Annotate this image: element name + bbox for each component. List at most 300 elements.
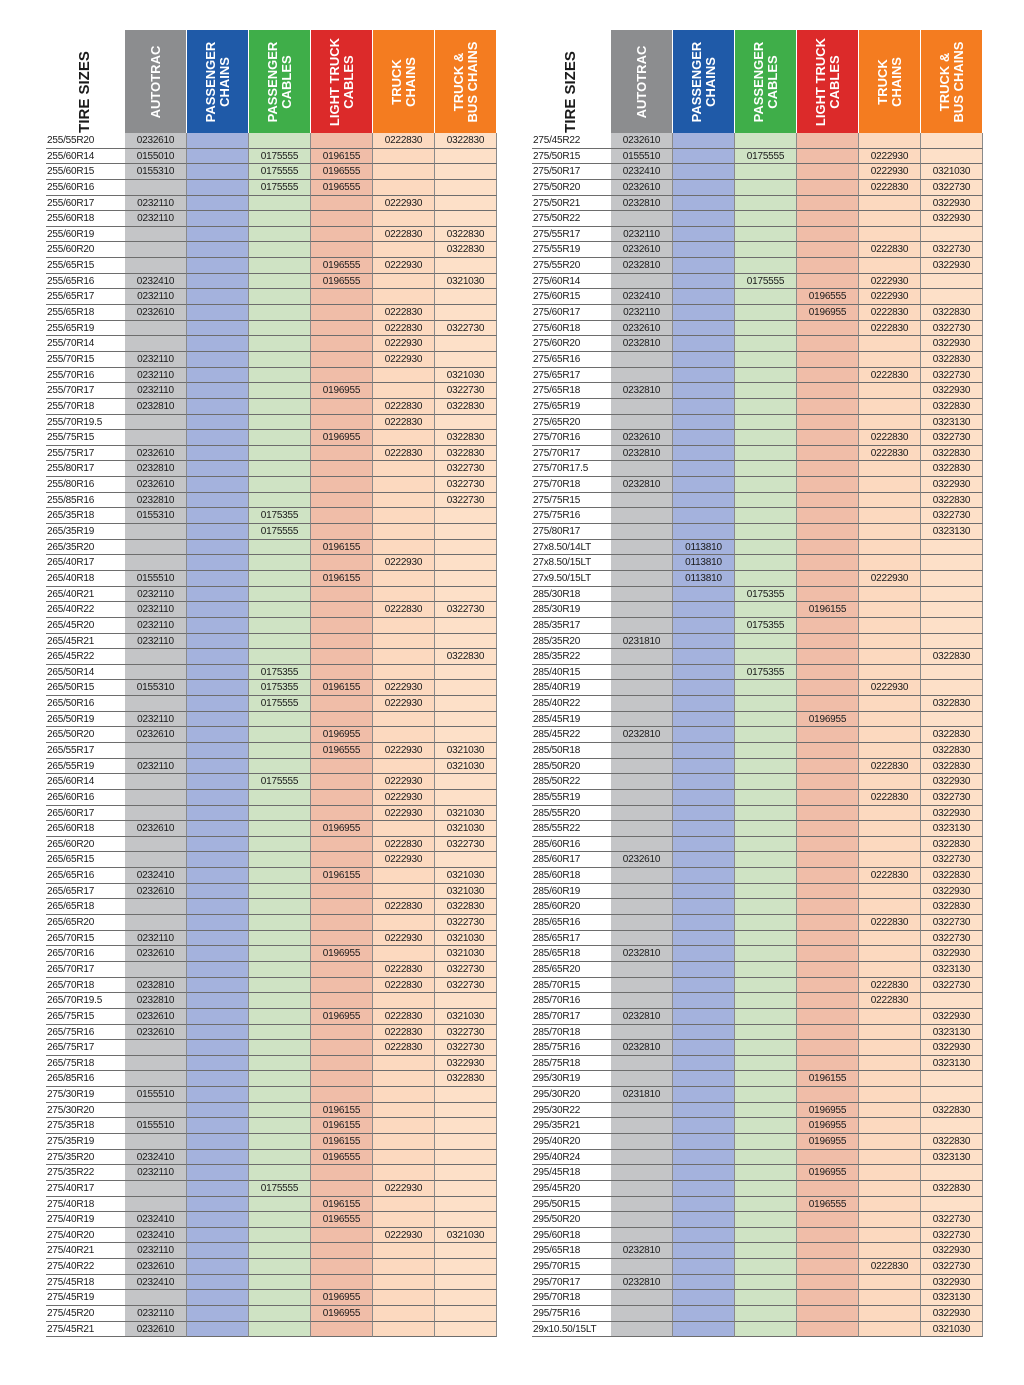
truck-chains-cell: 0222830 bbox=[859, 430, 921, 446]
passenger-chains-cell bbox=[673, 227, 735, 243]
light-truck-cables-cell bbox=[797, 1322, 859, 1338]
truck-chains-cell bbox=[373, 1071, 435, 1087]
truck-bus-chains-cell: 0322930 bbox=[921, 1306, 983, 1322]
autotrac-cell bbox=[611, 1306, 673, 1322]
table-row bbox=[46, 1009, 497, 1025]
autotrac-cell: 0232610 bbox=[125, 946, 187, 962]
tire-size-cell: 275/60R17 bbox=[532, 305, 611, 321]
passenger-chains-cell bbox=[673, 821, 735, 837]
tire-size-cell: 265/75R15 bbox=[46, 1009, 125, 1025]
light-truck-cables-cell bbox=[311, 1259, 373, 1275]
passenger-cables-cell bbox=[735, 1275, 797, 1291]
passenger-cables-cell bbox=[735, 978, 797, 994]
tire-size-cell: 285/60R20 bbox=[532, 899, 611, 915]
truck-chains-cell bbox=[373, 149, 435, 165]
tire-size-cell: 275/40R18 bbox=[46, 1197, 125, 1213]
autotrac-cell: 0232110 bbox=[125, 352, 187, 368]
passenger-chains-cell bbox=[673, 1212, 735, 1228]
tire-size-cell: 285/55R22 bbox=[532, 821, 611, 837]
table-row bbox=[532, 289, 983, 305]
truck-chains-cell bbox=[373, 1290, 435, 1306]
autotrac-cell: 0232410 bbox=[125, 1228, 187, 1244]
tire-size-cell: 275/50R21 bbox=[532, 196, 611, 212]
passenger-chains-cell bbox=[187, 415, 249, 431]
truck-chains-cell bbox=[373, 1056, 435, 1072]
table-row bbox=[46, 587, 497, 603]
passenger-cables-cell bbox=[249, 571, 311, 587]
passenger-chains-cell bbox=[673, 1290, 735, 1306]
passenger-chains-cell bbox=[673, 993, 735, 1009]
passenger-chains-cell bbox=[187, 915, 249, 931]
autotrac-cell: 0232610 bbox=[611, 321, 673, 337]
table-row bbox=[46, 242, 497, 258]
table-row bbox=[46, 133, 497, 149]
passenger-chains-cell bbox=[673, 946, 735, 962]
tire-size-cell: 265/75R17 bbox=[46, 1040, 125, 1056]
passenger-chains-cell bbox=[187, 274, 249, 290]
light-truck-cables-cell: 0196155 bbox=[311, 149, 373, 165]
autotrac-cell bbox=[125, 1197, 187, 1213]
autotrac-cell bbox=[611, 1290, 673, 1306]
tire-size-cell: 275/30R20 bbox=[46, 1103, 125, 1119]
truck-bus-chains-cell: 0322730 bbox=[435, 321, 497, 337]
tire-size-cell: 275/70R18 bbox=[532, 477, 611, 493]
table-row bbox=[532, 1103, 983, 1119]
passenger-chains-cell bbox=[187, 806, 249, 822]
passenger-chains-cell bbox=[673, 1009, 735, 1025]
passenger-chains-cell bbox=[187, 1275, 249, 1291]
light-truck-cables-cell bbox=[797, 665, 859, 681]
tire-size-cell: 285/60R17 bbox=[532, 852, 611, 868]
table-row bbox=[532, 1212, 983, 1228]
light-truck-cables-cell: 0196955 bbox=[797, 1118, 859, 1134]
passenger-chains-cell bbox=[187, 1118, 249, 1134]
autotrac-cell bbox=[611, 1228, 673, 1244]
truck-bus-chains-cell: 0323130 bbox=[921, 821, 983, 837]
light-truck-cables-cell bbox=[311, 587, 373, 603]
passenger-chains-cell bbox=[673, 1275, 735, 1291]
table-row bbox=[46, 305, 497, 321]
tire-size-cell: 275/75R15 bbox=[532, 493, 611, 509]
light-truck-cables-cell bbox=[797, 1243, 859, 1259]
passenger-cables-cell bbox=[735, 336, 797, 352]
passenger-chains-cell bbox=[187, 399, 249, 415]
table-row bbox=[532, 477, 983, 493]
passenger-chains-cell bbox=[673, 352, 735, 368]
table-row bbox=[46, 868, 497, 884]
passenger-chains-cell bbox=[673, 1165, 735, 1181]
truck-chains-cell bbox=[859, 884, 921, 900]
header-label: TIRE SIZES bbox=[562, 51, 579, 133]
passenger-cables-cell bbox=[735, 242, 797, 258]
passenger-cables-cell bbox=[735, 931, 797, 947]
tire-size-cell: 285/35R17 bbox=[532, 618, 611, 634]
passenger-cables-cell bbox=[249, 258, 311, 274]
truck-chains-cell bbox=[373, 915, 435, 931]
light-truck-cables-cell bbox=[311, 1071, 373, 1087]
light-truck-cables-cell bbox=[311, 852, 373, 868]
table-row bbox=[532, 242, 983, 258]
light-truck-cables-cell bbox=[797, 196, 859, 212]
passenger-chains-cell bbox=[673, 274, 735, 290]
table-row bbox=[532, 634, 983, 650]
truck-chains-cell bbox=[859, 649, 921, 665]
passenger-chains-cell bbox=[673, 1118, 735, 1134]
passenger-chains-cell bbox=[673, 446, 735, 462]
passenger-chains-cell bbox=[673, 258, 735, 274]
passenger-chains-cell bbox=[673, 665, 735, 681]
passenger-chains-cell bbox=[187, 289, 249, 305]
table-row bbox=[46, 227, 497, 243]
light-truck-cables-cell bbox=[311, 618, 373, 634]
light-truck-cables-cell bbox=[797, 696, 859, 712]
truck-bus-chains-cell: 0322830 bbox=[921, 1103, 983, 1119]
autotrac-cell: 0232110 bbox=[125, 289, 187, 305]
truck-chains-cell bbox=[373, 665, 435, 681]
truck-chains-cell: 0222830 bbox=[373, 446, 435, 462]
autotrac-cell: 0232810 bbox=[125, 993, 187, 1009]
truck-bus-chains-cell: 0322830 bbox=[921, 696, 983, 712]
tire-size-cell: 255/75R15 bbox=[46, 430, 125, 446]
truck-chains-cell: 0222930 bbox=[373, 1228, 435, 1244]
autotrac-cell bbox=[611, 508, 673, 524]
passenger-chains-cell bbox=[187, 993, 249, 1009]
tire-size-cell: 275/55R20 bbox=[532, 258, 611, 274]
passenger-chains-cell bbox=[673, 680, 735, 696]
passenger-cables-cell bbox=[249, 946, 311, 962]
truck-bus-chains-cell: 0322930 bbox=[921, 211, 983, 227]
tire-size-cell: 265/50R19 bbox=[46, 712, 125, 728]
truck-bus-chains-cell: 0321030 bbox=[921, 164, 983, 180]
light-truck-cables-cell bbox=[797, 1306, 859, 1322]
truck-chains-cell bbox=[859, 1212, 921, 1228]
light-truck-cables-cell bbox=[311, 1087, 373, 1103]
truck-bus-chains-cell: 0322830 bbox=[921, 759, 983, 775]
header-label: TRUCK & BUS CHAINS bbox=[450, 41, 480, 122]
autotrac-cell bbox=[611, 993, 673, 1009]
tire-size-cell: 285/65R17 bbox=[532, 931, 611, 947]
table-row bbox=[46, 446, 497, 462]
table-row bbox=[532, 649, 983, 665]
light-truck-cables-cell bbox=[797, 133, 859, 149]
passenger-cables-cell bbox=[249, 305, 311, 321]
autotrac-cell: 0232610 bbox=[125, 133, 187, 149]
passenger-cables-cell bbox=[249, 274, 311, 290]
tire-size-cell: 295/40R24 bbox=[532, 1150, 611, 1166]
truck-bus-chains-cell: 0322830 bbox=[435, 430, 497, 446]
light-truck-cables-cell bbox=[311, 649, 373, 665]
passenger-chains-cell bbox=[673, 133, 735, 149]
autotrac-cell: 0232810 bbox=[611, 477, 673, 493]
autotrac-cell bbox=[611, 493, 673, 509]
autotrac-cell bbox=[125, 1134, 187, 1150]
light-truck-cables-cell bbox=[797, 336, 859, 352]
table-row bbox=[46, 618, 497, 634]
tire-size-cell: 285/35R20 bbox=[532, 634, 611, 650]
light-truck-cables-cell bbox=[797, 852, 859, 868]
autotrac-cell bbox=[125, 1181, 187, 1197]
truck-bus-chains-cell: 0322830 bbox=[435, 1071, 497, 1087]
autotrac-cell bbox=[125, 899, 187, 915]
truck-chains-cell bbox=[373, 461, 435, 477]
truck-bus-chains-cell bbox=[921, 289, 983, 305]
truck-chains-cell bbox=[859, 1118, 921, 1134]
truck-bus-chains-cell: 0321030 bbox=[435, 743, 497, 759]
passenger-chains-cell bbox=[187, 962, 249, 978]
light-truck-cables-cell bbox=[797, 571, 859, 587]
truck-bus-chains-cell: 0323130 bbox=[921, 1150, 983, 1166]
truck-bus-chains-cell bbox=[435, 1197, 497, 1213]
autotrac-cell: 0232110 bbox=[125, 602, 187, 618]
truck-chains-cell bbox=[859, 946, 921, 962]
passenger-chains-cell bbox=[187, 837, 249, 853]
passenger-chains-cell bbox=[673, 1087, 735, 1103]
passenger-cables-cell bbox=[735, 1322, 797, 1338]
table-row bbox=[46, 524, 497, 540]
truck-bus-chains-cell: 0321030 bbox=[435, 931, 497, 947]
truck-bus-chains-cell: 0321030 bbox=[435, 274, 497, 290]
truck-chains-cell: 0222930 bbox=[373, 555, 435, 571]
passenger-cables-cell bbox=[249, 430, 311, 446]
passenger-chains-cell bbox=[673, 368, 735, 384]
light-truck-cables-cell bbox=[311, 1243, 373, 1259]
light-truck-cables-cell bbox=[797, 368, 859, 384]
light-truck-cables-cell bbox=[797, 680, 859, 696]
header-truck-bus-chains bbox=[921, 30, 983, 133]
tire-size-cell: 255/60R16 bbox=[46, 180, 125, 196]
passenger-cables-cell bbox=[249, 1197, 311, 1213]
autotrac-cell: 0232110 bbox=[611, 305, 673, 321]
truck-chains-cell bbox=[859, 1165, 921, 1181]
passenger-chains-cell bbox=[187, 227, 249, 243]
tire-size-cell: 265/50R15 bbox=[46, 680, 125, 696]
truck-chains-cell bbox=[859, 774, 921, 790]
header-passenger-cables bbox=[735, 30, 797, 133]
passenger-chains-cell bbox=[187, 211, 249, 227]
tire-size-cell: 285/65R20 bbox=[532, 962, 611, 978]
table-row bbox=[532, 618, 983, 634]
passenger-cables-cell bbox=[249, 1087, 311, 1103]
tire-size-cell: 265/50R16 bbox=[46, 696, 125, 712]
autotrac-cell bbox=[611, 790, 673, 806]
tire-size-cell: 29x10.50/15LT bbox=[532, 1322, 611, 1338]
truck-chains-cell bbox=[373, 540, 435, 556]
light-truck-cables-cell bbox=[797, 868, 859, 884]
tire-size-cell: 285/50R20 bbox=[532, 759, 611, 775]
light-truck-cables-cell bbox=[797, 180, 859, 196]
light-truck-cables-cell: 0196955 bbox=[311, 430, 373, 446]
passenger-chains-cell bbox=[673, 602, 735, 618]
light-truck-cables-cell: 0196155 bbox=[311, 1197, 373, 1213]
truck-bus-chains-cell: 0322830 bbox=[921, 399, 983, 415]
truck-bus-chains-cell: 0322830 bbox=[435, 649, 497, 665]
table-row bbox=[46, 383, 497, 399]
table-row bbox=[46, 790, 497, 806]
passenger-cables-cell bbox=[735, 211, 797, 227]
light-truck-cables-cell bbox=[311, 227, 373, 243]
table-row bbox=[532, 962, 983, 978]
table-row bbox=[532, 196, 983, 212]
truck-chains-cell bbox=[859, 587, 921, 603]
truck-chains-cell: 0222830 bbox=[373, 415, 435, 431]
tire-size-cell: 285/40R19 bbox=[532, 680, 611, 696]
passenger-cables-cell bbox=[249, 1306, 311, 1322]
passenger-cables-cell bbox=[735, 1056, 797, 1072]
tire-size-cell: 275/30R19 bbox=[46, 1087, 125, 1103]
table-row bbox=[532, 571, 983, 587]
passenger-chains-cell bbox=[673, 759, 735, 775]
passenger-cables-cell: 0175555 bbox=[249, 149, 311, 165]
truck-bus-chains-cell: 0322830 bbox=[921, 352, 983, 368]
table-row bbox=[532, 868, 983, 884]
passenger-chains-cell bbox=[187, 242, 249, 258]
truck-chains-cell bbox=[859, 555, 921, 571]
autotrac-cell: 0232610 bbox=[125, 884, 187, 900]
autotrac-cell bbox=[611, 680, 673, 696]
truck-chains-cell: 0222930 bbox=[373, 336, 435, 352]
truck-chains-cell bbox=[373, 430, 435, 446]
table-row bbox=[532, 727, 983, 743]
passenger-cables-cell bbox=[735, 196, 797, 212]
table-row bbox=[46, 461, 497, 477]
truck-bus-chains-cell bbox=[435, 696, 497, 712]
truck-chains-cell bbox=[859, 133, 921, 149]
passenger-chains-cell bbox=[187, 931, 249, 947]
autotrac-cell bbox=[125, 555, 187, 571]
light-truck-cables-cell bbox=[797, 477, 859, 493]
tire-size-cell: 255/85R16 bbox=[46, 493, 125, 509]
passenger-chains-cell bbox=[187, 790, 249, 806]
passenger-chains-cell bbox=[673, 1228, 735, 1244]
passenger-chains-cell bbox=[187, 727, 249, 743]
passenger-cables-cell bbox=[249, 602, 311, 618]
table-row bbox=[532, 1071, 983, 1087]
truck-bus-chains-cell: 0321030 bbox=[435, 946, 497, 962]
passenger-chains-cell bbox=[187, 665, 249, 681]
light-truck-cables-cell bbox=[797, 1212, 859, 1228]
truck-bus-chains-cell: 0322830 bbox=[921, 868, 983, 884]
truck-bus-chains-cell bbox=[435, 1150, 497, 1166]
tire-size-cell: 275/40R21 bbox=[46, 1243, 125, 1259]
autotrac-cell: 0232810 bbox=[611, 727, 673, 743]
light-truck-cables-cell bbox=[311, 759, 373, 775]
autotrac-cell bbox=[125, 806, 187, 822]
truck-chains-cell bbox=[373, 242, 435, 258]
table-row bbox=[46, 602, 497, 618]
light-truck-cables-cell bbox=[311, 602, 373, 618]
autotrac-cell: 0232810 bbox=[611, 946, 673, 962]
truck-chains-cell bbox=[859, 227, 921, 243]
truck-chains-cell: 0222930 bbox=[373, 931, 435, 947]
autotrac-cell: 0232810 bbox=[611, 383, 673, 399]
passenger-chains-cell bbox=[673, 1134, 735, 1150]
truck-chains-cell bbox=[859, 602, 921, 618]
truck-bus-chains-cell bbox=[921, 993, 983, 1009]
truck-bus-chains-cell: 0321030 bbox=[435, 368, 497, 384]
light-truck-cables-cell: 0196955 bbox=[797, 1103, 859, 1119]
table-row bbox=[46, 258, 497, 274]
light-truck-cables-cell bbox=[797, 1150, 859, 1166]
truck-chains-cell: 0222830 bbox=[373, 321, 435, 337]
tire-size-cell: 275/60R14 bbox=[532, 274, 611, 290]
truck-chains-cell bbox=[859, 1275, 921, 1291]
truck-chains-cell bbox=[373, 1259, 435, 1275]
header-tire-size bbox=[532, 30, 611, 133]
truck-bus-chains-cell: 0322830 bbox=[921, 837, 983, 853]
passenger-chains-cell bbox=[187, 946, 249, 962]
truck-bus-chains-cell bbox=[435, 790, 497, 806]
truck-chains-cell: 0222930 bbox=[859, 149, 921, 165]
truck-bus-chains-cell bbox=[435, 618, 497, 634]
truck-chains-cell bbox=[373, 477, 435, 493]
passenger-cables-cell bbox=[735, 508, 797, 524]
light-truck-cables-cell bbox=[311, 133, 373, 149]
table-row bbox=[46, 1290, 497, 1306]
truck-chains-cell bbox=[859, 1040, 921, 1056]
light-truck-cables-cell: 0196155 bbox=[797, 602, 859, 618]
truck-bus-chains-cell bbox=[435, 727, 497, 743]
autotrac-cell: 0232110 bbox=[125, 1306, 187, 1322]
passenger-cables-cell bbox=[735, 1150, 797, 1166]
passenger-chains-cell bbox=[187, 634, 249, 650]
truck-chains-cell: 0222930 bbox=[373, 696, 435, 712]
passenger-cables-cell bbox=[249, 1056, 311, 1072]
table-row bbox=[532, 1009, 983, 1025]
table-row bbox=[532, 461, 983, 477]
light-truck-cables-cell bbox=[797, 1009, 859, 1025]
truck-chains-cell: 0222930 bbox=[859, 571, 921, 587]
truck-bus-chains-cell: 0322730 bbox=[921, 978, 983, 994]
passenger-cables-cell bbox=[249, 493, 311, 509]
passenger-cables-cell bbox=[249, 1118, 311, 1134]
table-row bbox=[46, 915, 497, 931]
truck-bus-chains-cell: 0322830 bbox=[921, 493, 983, 509]
autotrac-cell bbox=[611, 821, 673, 837]
autotrac-cell bbox=[125, 696, 187, 712]
light-truck-cables-cell bbox=[311, 477, 373, 493]
passenger-cables-cell bbox=[249, 1150, 311, 1166]
passenger-cables-cell bbox=[735, 790, 797, 806]
truck-chains-cell: 0222930 bbox=[373, 352, 435, 368]
passenger-cables-cell bbox=[249, 649, 311, 665]
truck-bus-chains-cell: 0322730 bbox=[921, 1228, 983, 1244]
tire-size-cell: 295/40R20 bbox=[532, 1134, 611, 1150]
light-truck-cables-cell bbox=[797, 227, 859, 243]
truck-bus-chains-cell: 0322830 bbox=[435, 133, 497, 149]
autotrac-cell: 0232110 bbox=[125, 759, 187, 775]
passenger-cables-cell bbox=[249, 790, 311, 806]
light-truck-cables-cell bbox=[797, 1040, 859, 1056]
tire-size-cell: 295/30R20 bbox=[532, 1087, 611, 1103]
autotrac-cell bbox=[611, 1181, 673, 1197]
table-row bbox=[532, 1181, 983, 1197]
light-truck-cables-cell bbox=[311, 1181, 373, 1197]
tire-size-cell: 265/60R14 bbox=[46, 774, 125, 790]
table-row bbox=[46, 899, 497, 915]
tire-size-cell: 275/40R19 bbox=[46, 1212, 125, 1228]
light-truck-cables-cell bbox=[311, 352, 373, 368]
autotrac-cell: 0232810 bbox=[611, 446, 673, 462]
passenger-chains-cell bbox=[673, 477, 735, 493]
table-body bbox=[532, 133, 983, 1337]
truck-bus-chains-cell bbox=[921, 680, 983, 696]
autotrac-cell: 0232610 bbox=[125, 1009, 187, 1025]
autotrac-cell bbox=[611, 368, 673, 384]
passenger-chains-cell bbox=[187, 712, 249, 728]
passenger-cables-cell: 0175355 bbox=[249, 665, 311, 681]
passenger-cables-cell bbox=[249, 821, 311, 837]
truck-bus-chains-cell: 0322830 bbox=[921, 743, 983, 759]
